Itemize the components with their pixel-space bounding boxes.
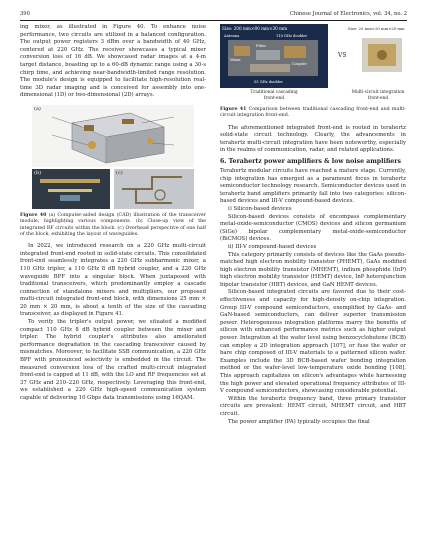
subsection-heading: i) Silicon-based devices bbox=[228, 205, 292, 212]
figure-40-image bbox=[32, 105, 194, 209]
figure-40-caption bbox=[20, 213, 206, 238]
figure-41-image bbox=[220, 24, 406, 88]
paragraph: In 2022, we introduced research on a 220 GHz multi-circuit integrated front-end rooted in solid-state circuits. This consolidated front-end seamlessly integrates a 220 GHz subharmonic mixer, a 110 GHz tripler, a 110 GHz 8 dB hybrid coupler, and a 220 GHz waveguide BPF into a singular block. When juxtaposed with traditional transceivers, which predominantly employ a cascade connection of standalone mixers and multipliers, our proposed multi-circuit integrated front-end block, with dimensions 25 mm × 20 mm × 20 mm, is about a tenth of the size of the cascading transceiver, as displayed in Figure 41. bbox=[20, 243, 206, 318]
figure-41-caption bbox=[220, 107, 406, 120]
figure-41-sublabel-right: Multi-circuit integration front-end bbox=[351, 90, 405, 101]
caption-text: Comparison between traditional cascading front-end and multi-circuit integration front-end. bbox=[220, 107, 406, 119]
figure-41 bbox=[220, 24, 406, 104]
paragraph: Silicon-based integrated circuits are favored due to their cost-effectiveness and capacity for high-density on-chip integration. Group III-V compound semiconductors, exemplified by GaAs- and GaN-based semiconductors, can deliver superior transmission power. Heterogeneous integration platforms marry the benefits of silicon with enhanced performance metrics such as higher output power. Integration at the wafer level using benzocyclobutene (BCB) can employ a 2D integration approach [107], or fuse the wafer or bare chip composed of III-V materials to a patterned silicon wafer. Examples include the 3D BCB-based wafer bonding integration method or the wafer-level low-temperature oxide bonding [108]. This approach capitalizes on silicon's advantages while harnessing the high power and elevated operational frequency attributes of III-V compound semiconductors, showcasing considerable potential. bbox=[220, 289, 406, 395]
caption-label: Figure 41 bbox=[220, 107, 247, 112]
caption-text: (a) Computer-aided design (CAD) illustration of the transceiver module, highlighting various components. (b) Close-up view of the integrated RF circuits within the block. (c) Overhead perspective of one half of the block, exhibiting the layout of waveguides. bbox=[20, 212, 206, 237]
component-label-doubler-55: 55 GHz doubler bbox=[254, 80, 283, 84]
section-heading: 6. Terahertz power amplifiers & low noise amplifiers bbox=[220, 157, 401, 165]
panel-label-a: (a) bbox=[34, 105, 41, 112]
caption-label: Figure 40 bbox=[20, 212, 47, 218]
subsection-heading: ii) III-V compound-based devices bbox=[228, 243, 317, 250]
journal-title: Chinese Journal of Electronics, vol. 34, no. 2 bbox=[289, 11, 407, 17]
panel-label-b: (b) bbox=[34, 169, 42, 176]
paragraph: To verify the tripler's output power, we situated a modified compact 110 GHz 8 dB hybrid coupler between the mixer and tripler. The hybrid coupler's attributes also ameliorated performance degradation in the cascading transceiver caused by mismatches. Moreover, to facilitate SSB communication, a 220 GHz BPF with pronounced selectivity is embedded in the circuit. The measured conversion loss of the crafted multi-circuit integrated front-end is capped at 11 dB, with the LO and RF frequencies set at 37 GHz and 210–220 GHz, respectively. Leveraging this front-end, we established a 220 GHz high-speed communication system capable of delivering 10 Gbps data transmissions using 16QAM. bbox=[20, 319, 206, 401]
paragraph: The power amplifier (PA) typically occupies the final bbox=[228, 418, 370, 425]
paragraph: This category primarily consists of devices like the GaAs pseudo-matched high electron mobility transistor (PHEMT), GaAs modified high electron mobility transistor (MHEMT), indium phosphide (InP) high electron mobility transistor (HEMT) device, InP heterojunction bipolar transistor (HBT) devices, and GaN HEMT devices. bbox=[220, 251, 406, 288]
panel-label-c: (c) bbox=[116, 169, 123, 176]
component-label-mixer: Mixer bbox=[230, 58, 241, 62]
right-column bbox=[220, 24, 406, 426]
running-header bbox=[20, 9, 407, 19]
figure-41-sublabel-left: Traditional cascading front-end bbox=[250, 90, 298, 101]
size-label-right: Size: 25 mm×20 mm×20 mm bbox=[348, 26, 405, 31]
paragraph: The aforementioned integrated front-end is rooted in terahertz solid-state circuit technology. Clearly, the advancements in terahertz multi-circuit integration have been noteworthy, especially in the realms of communication, radar, and related applications. bbox=[220, 124, 406, 154]
vs-label: VS bbox=[338, 52, 347, 59]
figure-40 bbox=[32, 105, 194, 209]
component-label-antenna: Antenna bbox=[224, 34, 240, 38]
left-column bbox=[20, 24, 206, 403]
paragraph: Terahertz modular circuits have reached a mature stage. Currently, chip integration has emerged as a paramount focus in terahertz semiconductor technology research. Semiconductor devices used in terahertz band amplifiers primarily fall into two categories: silicon-based devices and III-V compound-based devices. bbox=[220, 167, 406, 205]
page-number: 390 bbox=[20, 11, 30, 17]
paragraph: ing mixer, as illustrated in Figure 40. To enhance noise performance, two circuits are utilized in a balanced configuration. The output power registers 3 dBm over a bandwidth of 40 GHz, centered at 220 GHz. The receiver showcases a typical mixer conversion loss of 16 dB. We showcased radar images at a 4-m target distance, boasting up to a 60-dB dynamic range using a 30-s chirp time, and achieving near-bandwidth-limited range resolution. The module's design is equipped to facilitate high-resolution real-time 3D radar imaging and is conceived for assembly into one-dimensional (1D) or two-dimensional (2D) arrays. bbox=[20, 24, 206, 99]
header-rule bbox=[20, 20, 407, 21]
component-label-coupler: Coupler bbox=[292, 62, 307, 66]
paragraph: Silicon-based devices consists of encompass complementary metal-oxide-semiconductor (CMOS) devices and silicon germanium (SiGe) bipolar complementary metal-oxide-semiconductor (BiCMOS) devices. bbox=[220, 213, 406, 243]
component-label-filter: Filter bbox=[256, 44, 267, 48]
paragraph: Within the terahertz frequency band, three primary transistor circuits are prevalent: HEMT circuit, MHEMT circuit, and HBT circuit. bbox=[220, 395, 406, 417]
component-label-doubler-110: 110 GHz doubler bbox=[276, 34, 308, 38]
size-label-left: Size: 200 mm×80 mm×30 mm bbox=[222, 26, 288, 31]
